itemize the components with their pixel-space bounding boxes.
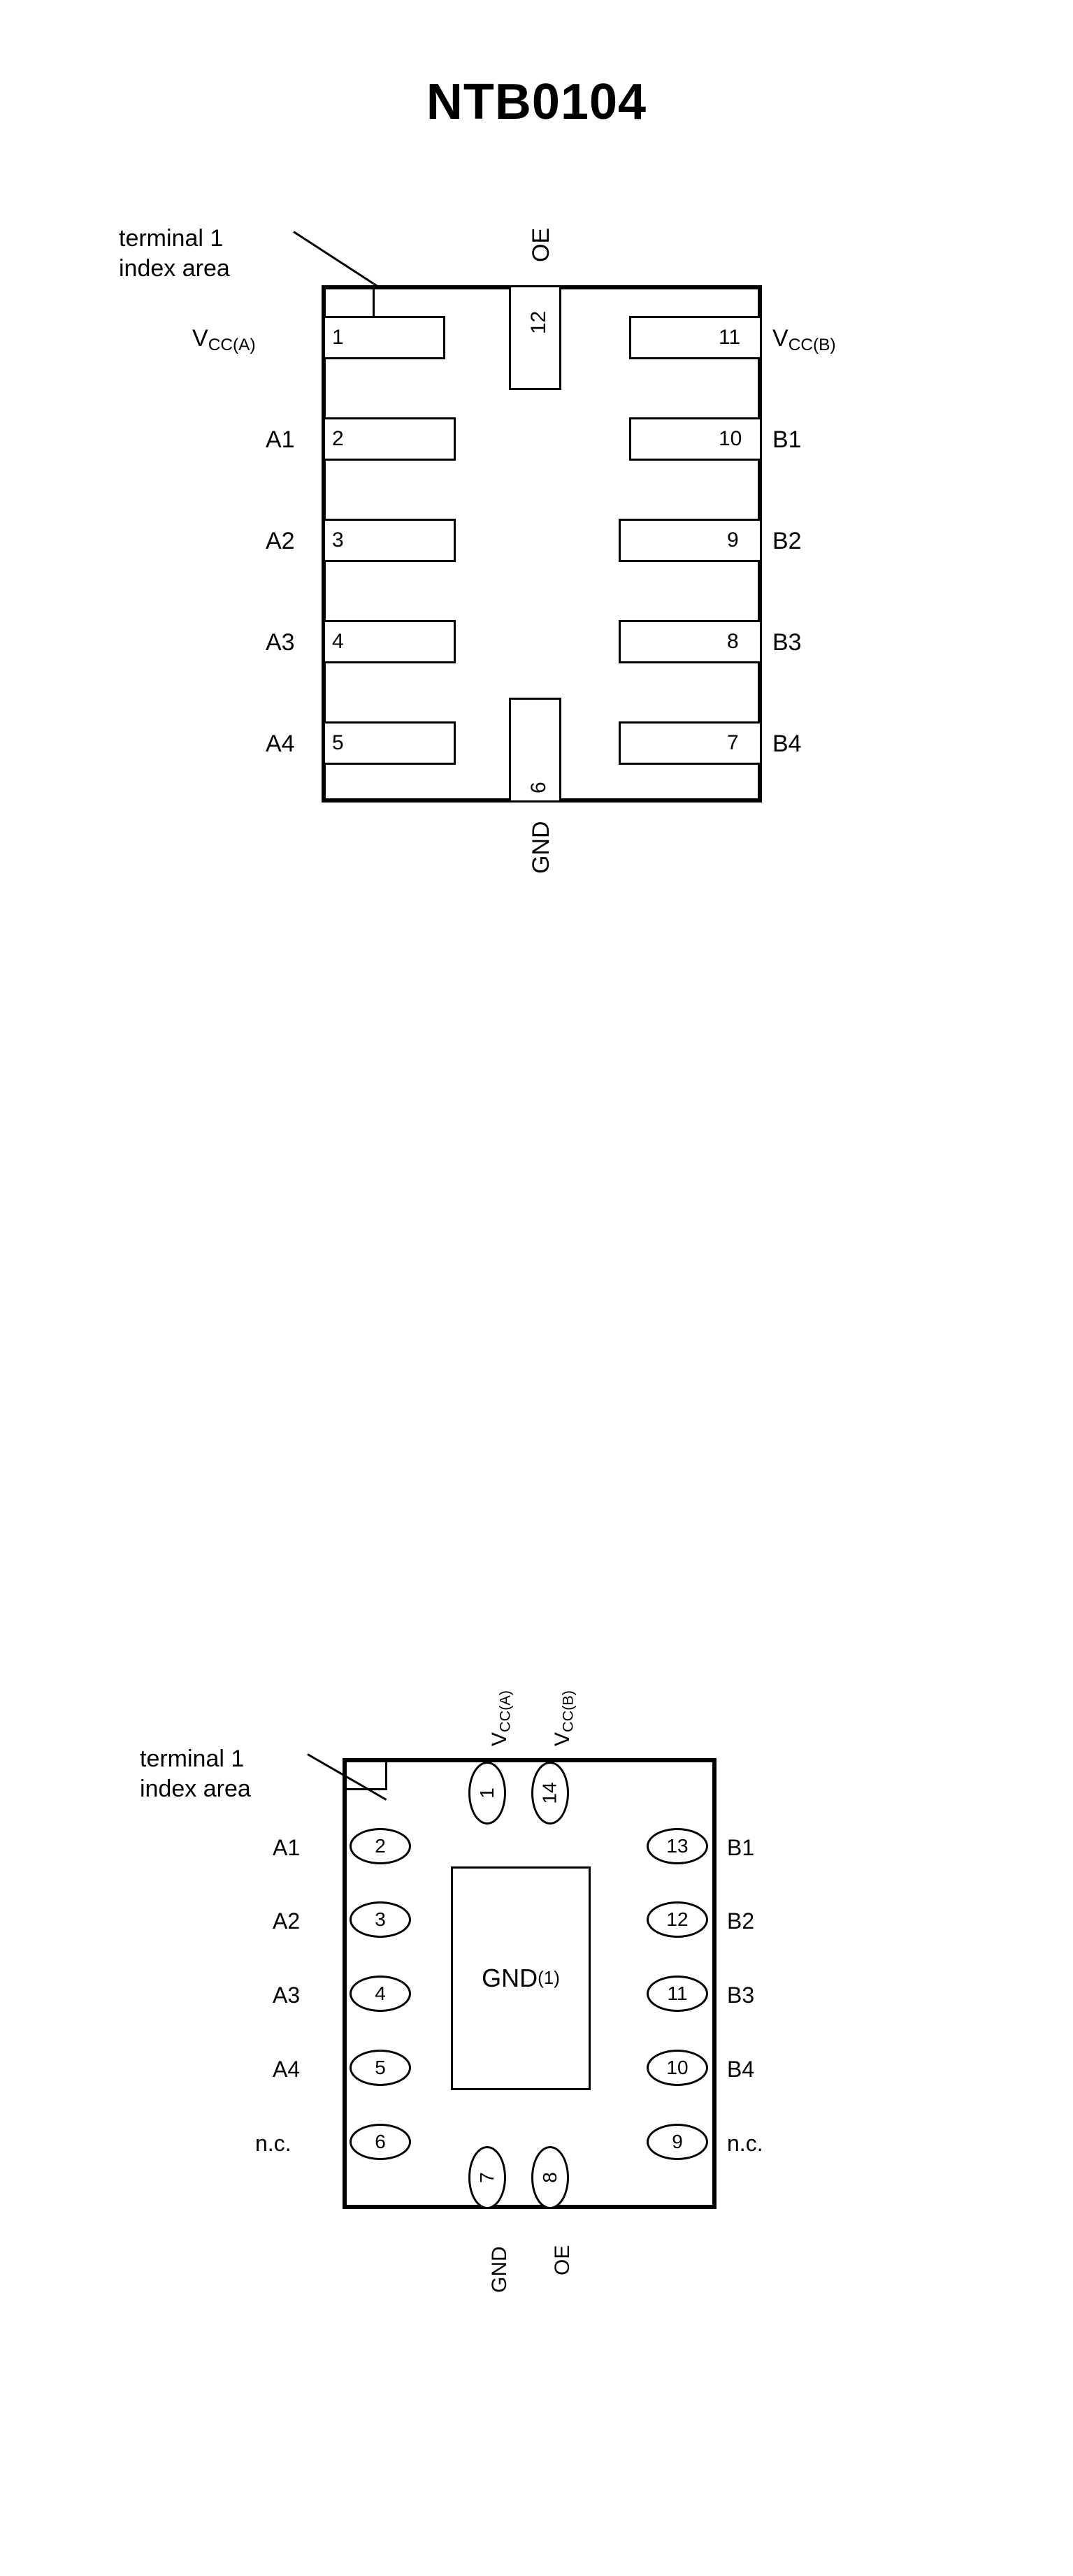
pin-1-label-sub: CC(A) [208,336,256,355]
center-gnd-pad-label: GND [482,1964,538,1992]
pin-11-label: B3 [727,1983,755,2008]
pin-14-number: 14 [539,1782,561,1804]
pin-11-label [772,326,836,354]
pin-9-number: 9 [727,528,739,552]
pin-6-oval [350,2124,411,2160]
terminal-1-note-line1: terminal 1 [119,225,224,252]
pin-8-pad [619,620,762,663]
pin-10-number: 10 [666,2057,689,2078]
pin-3-number: 3 [332,528,344,552]
pin-6-label: n.c. [255,2131,291,2156]
pin-3-label: A2 [266,528,295,554]
pin-1-number: 1 [332,326,344,349]
terminal-1-leader-line [293,231,379,287]
pin-1-label-sub: CC(A) [496,1690,514,1732]
pin-3-number: 3 [375,1908,386,1930]
pin-10-number: 10 [719,427,742,450]
page-title: NTB0104 [426,74,647,130]
pin-11-oval [647,1976,708,2012]
pin-4-oval [350,1976,411,2012]
pin-11-number: 11 [719,326,741,349]
pin-10-label: B4 [727,2057,755,2082]
pin-2-oval [350,1828,411,1864]
pin-7-number: 7 [475,2172,498,2183]
pin-12-label: OE [528,227,554,262]
pin-9-label: n.c. [727,2131,763,2156]
pin-12-oval [647,1901,708,1938]
pin-4-number: 4 [332,630,344,653]
pin-11-label-main: V [772,325,788,352]
pin-5-label: A4 [266,731,295,757]
pin-13-number: 13 [666,1835,689,1857]
pin-1-label-main: V [488,1732,511,1746]
terminal-1-note-line2: index area [119,254,230,282]
pin-14-oval [531,1762,569,1825]
pin-5-number: 5 [375,2057,386,2078]
pin-6-number: 6 [527,782,550,793]
pin-10-pad [629,417,762,461]
pin-4-label: A3 [273,1983,301,2008]
pin-10-label: B1 [772,426,802,453]
pin-4-label: A3 [266,629,295,656]
pin-8-number: 8 [727,630,739,653]
package2-terminal-1-note-line1: terminal 1 [140,1746,245,1772]
pin-2-number: 2 [332,427,344,450]
pin-1-label [192,326,256,354]
pin-2-label: A1 [273,1835,301,1860]
center-gnd-pad [451,1866,591,2090]
pin-4-number: 4 [375,1983,386,2004]
terminal-1-note [119,224,230,283]
pin-7-oval [468,2146,506,2209]
pin-14-label-main: V [551,1732,574,1746]
pin-3-label: A2 [273,1908,301,1934]
pin-7-label: GND [488,2246,511,2293]
pin-8-number: 8 [538,2172,561,2183]
pin-5-oval [350,2050,411,2086]
pin-14-label [552,1690,575,1746]
pin-13-label: B1 [727,1835,755,1860]
package-12-pin-diagram [0,0,1073,944]
pin-9-pad [619,519,762,562]
pin-11-label-sub: CC(B) [788,336,836,355]
package2-terminal-1-note-line2: index area [140,1775,251,1802]
pin-11-number: 11 [667,1983,688,2004]
pin-2-number: 2 [375,1835,386,1857]
center-gnd-pad-footnote: (1) [538,1968,560,1988]
package2-terminal-1-index-area [347,1762,387,1790]
pin-6-number: 6 [375,2131,386,2152]
pin-12-pad [509,285,561,390]
pin-9-oval [647,2124,708,2160]
pin-6-label: GND [528,821,554,874]
pin-1-oval [468,1762,506,1825]
pin-9-number: 9 [672,2131,683,2152]
pin-12-number: 12 [527,310,550,334]
pin-13-oval [647,1828,708,1864]
pin-12-label: B2 [727,1908,755,1934]
pin-9-label: B2 [772,528,802,554]
pin-1-label [489,1690,512,1746]
pin-5-label: A4 [273,2057,301,2082]
pin-7-pad [619,721,762,765]
pin-8-label: OE [551,2245,574,2275]
pin-2-label: A1 [266,426,295,453]
pin-1-label-main: V [192,325,208,352]
package-14-pin-diagram [0,1594,1073,2573]
pin-10-oval [647,2050,708,2086]
pin-12-number: 12 [666,1908,689,1930]
package2-terminal-1-note [140,1744,251,1804]
pin-7-number: 7 [727,731,739,754]
pin-8-oval [531,2146,569,2209]
pin-7-label: B4 [772,731,802,757]
pin-1-number: 1 [475,1787,498,1799]
pin-3-oval [350,1901,411,1938]
pin-8-label: B3 [772,629,802,656]
pin-14-label-sub: CC(B) [559,1690,577,1732]
pin-5-number: 5 [332,731,344,754]
pin-11-pad [629,316,762,359]
